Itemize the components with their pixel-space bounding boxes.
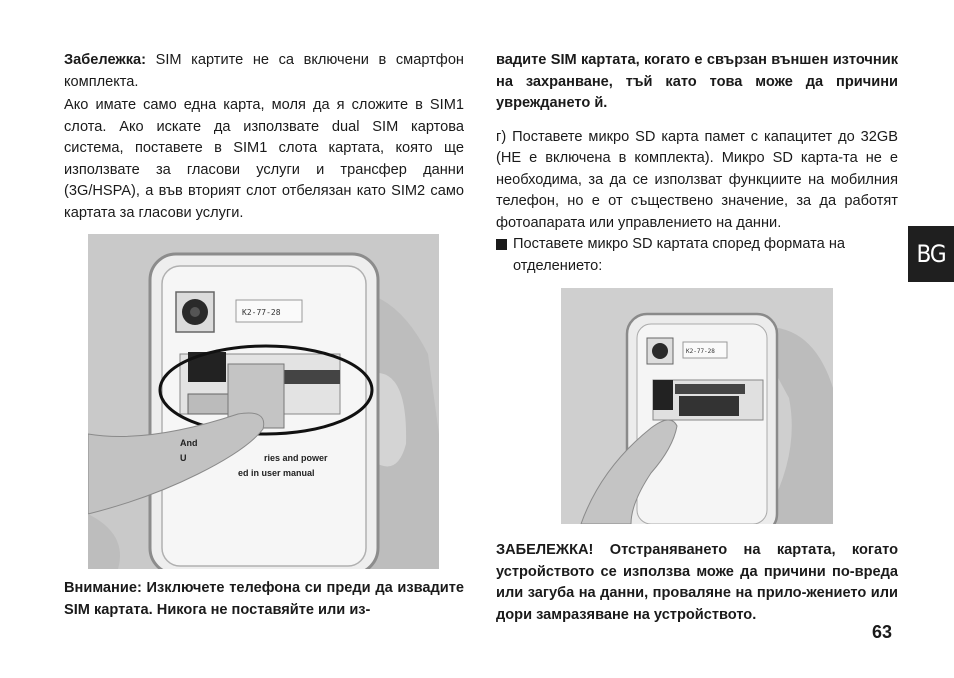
right-column [496,50,898,277]
warning-continuation [496,50,898,115]
label-code-right: K2-77-28 [686,348,715,355]
phone-text-2: U [180,453,187,463]
sd-insertion-photo [561,288,833,524]
phone-sim-illustration [88,234,439,569]
label-code: K2-77-28 [242,308,281,317]
phone-text-2b: ries and power [264,453,328,463]
page-number: 63 [872,622,893,642]
note-paragraph [64,50,464,93]
phone-text-3: ed in user manual [238,468,315,478]
warning-continuation-text: вадите SIM картата, когато е свързан външен източник на захранване, тъй като това може да причини увреждането й. [496,52,898,111]
sd-card-instructions: г) Поставете микро SD карта памет с капацитет до 32GB (НЕ е включена в комплекта). Микро SD карта-та не е необходима, за да се използват функциите на мобилния телефон, но е от съществено значение, за да работят фотоапарата или управлението на данни. [496,128,898,231]
warning-paragraph: Внимание: Изключете телефона си преди да извадите SIM картата. Никога не поставяйте или из- [64,580,464,618]
sd-bullet-text: Поставете микро SD картата според формата на отделението: [513,236,845,274]
language-tab: BG [908,226,954,282]
left-column [64,50,464,224]
note-label: Забележка: [64,52,147,68]
note-text: SIM картите не са включени в смартфон комплекта. [64,52,464,90]
sim-insertion-photo [88,234,439,569]
phone-text-1: And [180,438,198,448]
sd-bullet-item [496,234,898,277]
final-note: ЗАБЕЛЕЖКА! Отстраняването на картата, когато устройството се използва може да причини по-вреда или загуба на данни, проваляне на прило-жението или дори замразяване на устройството. [496,542,898,623]
sim-instructions: Ако имате само една карта, моля да я сложите в SIM1 слота. Ако искате да използвате dual SIM картова система, поставете в SIM1 слота картата, която ще използвате за гласови услуги и трансфер данни (3G/HSPA), а във вторият слот отбелязан като SIM2 само картата за гласови услуги. [64,97,464,221]
bullet-square-icon [496,239,507,250]
phone-sd-illustration [561,288,833,524]
